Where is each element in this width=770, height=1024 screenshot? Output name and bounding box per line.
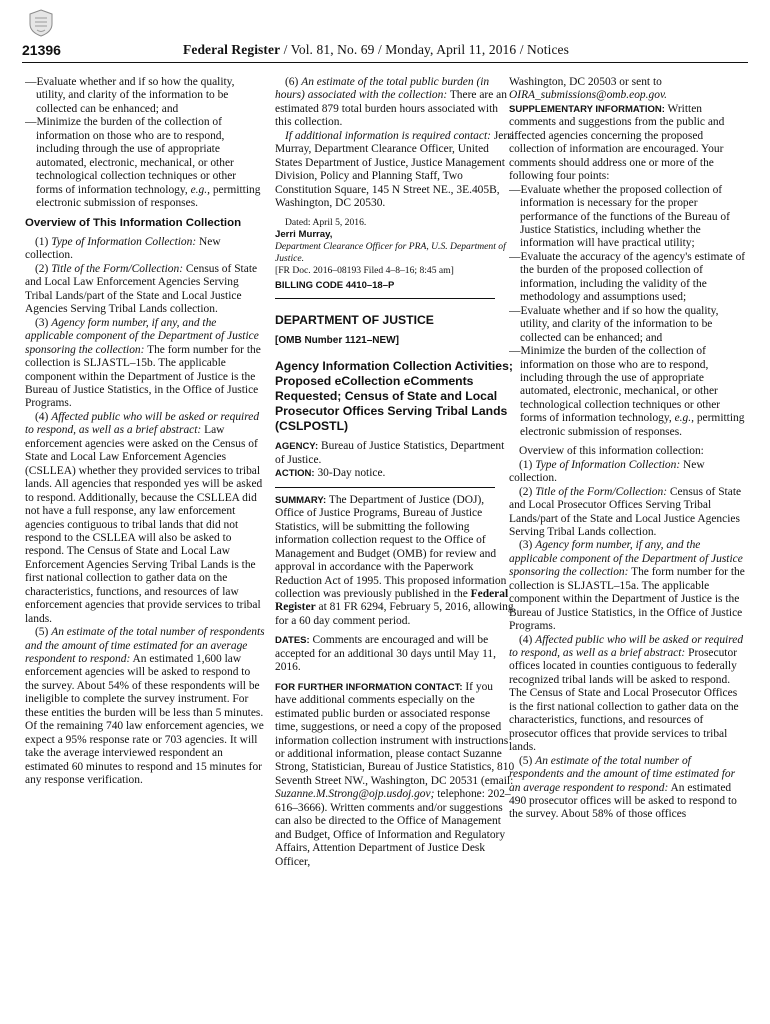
item-5: (5) An estimate of the total number of respondents and the amount of time estimated for an average respondent to respond: An estimated 1,600 law enforcement agencies will be asked to respond to the survey. About 54% of these respondents will be ineligible to complete the survey instrument. For these entities the burden will be less than 5 minutes. Of the remaining 740 law enforcement agencies, we expect a 95% response rate or 703 agencies. It will take the average interviewed respondent an estimated 60 minutes to respond and 15 minutes for any response verification.: [25, 626, 265, 787]
agency-line: AGENCY: Bureau of Justice Statistics, Department of Justice.: [275, 440, 505, 466]
bullet-minimize: —Minimize the burden of the collection of information on those who are to respond, including through the use of appropriate automated, electronic, mechanical, or other technological collection techniques or other forms of information technology, e.g., permitting electronic submission of responses.: [25, 116, 261, 210]
overview-line: Overview of this information collection:: [519, 445, 704, 458]
item-4: (4) Affected public who will be asked or required to respond, as well as a brief abstract: Prosecutor offices located in counties contiguous to federally recognized tribal lands will be asked to respond. The Census of State and Local Prosecutor Offices is the first national collection to gather data on the characteristics, functions, and resources of prosecutor offices that provide services to tribal lands.: [509, 633, 744, 754]
column-1: [25, 76, 265, 1016]
item-5: (5) An estimate of the total number of respondents and the amount of time estimated for an average respondent to respond: An estimated 490 prosecutor offices will be asked to respond to the survey. About 58% of those offices: [509, 754, 737, 821]
notice-title: Agency Information Collection Activities; Proposed eCollection eComments Requested; Census of State and Local Prosecutor Offices Serving Tribal Lands (CSLPOSTL): [275, 359, 513, 434]
omb-number: [OMB Number 1121–NEW]: [275, 334, 399, 346]
further-info-paragraph: FOR FURTHER INFORMATION CONTACT: If you have additional comments especially on the estimated public burden or associated response time, suggestions, or need a copy of the proposed information collection instrument with instructions or additional information, please contact Suzanne Strong, Statistician, Bureau of Justice Statistics, 810 Seventh Street NW., Washington, DC 20531 (email: Suzanne.M.Strong@ojp.usdoj.gov; telephone: 202–616–3666). Written comments and/or suggestions can also be directed to the Office of Management and Budget, Office of Information and Regulatory Affairs, Attention Department of Justice Desk Officer,: [275, 680, 515, 868]
publication-name: Federal Register: [183, 42, 281, 57]
signer-name: Jerri Murray,: [275, 228, 333, 240]
summary-paragraph: SUMMARY: The Department of Justice (DOJ), Office of Justice Programs, Bureau of Justice Statistics, will be submitting the following information collection request to the Office of Management and Budget (OMB) for review and approval in accordance with the Paperwork Reduction Act of 1995. This proposed information collection was previously published in the Federal Register at 81 FR 6294, February 5, 2016, allowing for a 60 day comment period.: [275, 493, 514, 627]
item-6: (6) An estimate of the total public burden (in hours) associated with the collection: There are an estimated 879 total burden hours associated with this collection.: [275, 76, 507, 129]
section-heading: Overview of This Information Collection: [25, 216, 242, 229]
item-3: (3) Agency form number, if any, and the applicable component of the Department of Justice sponsoring the collection: The form number for the collection is SLJASTL–15a. The applicable component within the Department of Justice is the Bureau of Justice Statistics, in the Office of Justice Programs.: [509, 539, 745, 633]
item-4: (4) Affected public who will be asked or required to respond, as well as a brief abstract: Law enforcement agencies were asked on the Census of State and Local Law Enforcement Agencies (CSLLEA) whether they provided services to tribal lands. All agencies that responded yes will be asked to respond. Additionally, because the CSLLEA did not have a full response, any law enforcement agencies contiguous to tribal lands that did not respond to the CSLLEA will also be asked to respond. The Census of State and Local Law Enforcement Agencies Serving Tribal Lands is the first national collection to gather data on the characteristics, functions, and resources of law enforcement agencies that provide services to tribal lands.: [25, 410, 263, 625]
bullet-enhance: —Evaluate whether and if so how the quality, utility, and clarity of the information to be collected can be enhanced; and: [25, 76, 235, 115]
bullet-enhance: —Evaluate whether and if so how the quality, utility, and clarity of the information to be collected can be enhanced; and: [509, 304, 719, 344]
item-1: (1) Type of Information Collection: New collection.: [25, 235, 221, 262]
bullet-minimize: —Minimize the burden of the collection of information on those who are to respond, including through the use of appropriate automated, electronic, mechanical, or other technological collection techniques or other forms of information technology, e.g., permitting electronic submission of responses.: [509, 345, 745, 438]
address-continuation: Washington, DC 20503 or sent to OIRA_submissions@omb.eop.gov.: [509, 76, 668, 102]
item-2: (2) Title of the Form/Collection: Census of State and Local Prosecutor Offices Serving Tribal Lands/part of the State and Local Justice Agencies Serving Tribal Lands collection.: [509, 485, 742, 538]
bullet-necessary: —Evaluate whether the proposed collection of information is necessary for the proper performance of the functions of the Bureau of Justice Statistics, including whether the information will have practical utility;: [509, 183, 730, 250]
item-3: (3) Agency form number, if any, and the applicable component of the Department of Justice sponsoring the collection: The form number for the collection is SLJASTL–15b. The applicable component within the Department of Justice is the Bureau of Justice Statistics, in the Office of Justice Programs.: [25, 316, 261, 410]
item-2: (2) Title of the Form/Collection: Census of State and Local Law Enforcement Agencies Serving Tribal Lands/part of the State and Local Justice Agencies Serving Tribal Lands collection.: [25, 262, 258, 316]
dated-line: Dated: April 5, 2016.: [285, 216, 367, 228]
page-number: 21396: [22, 42, 61, 58]
column-2: [275, 76, 515, 1016]
section-rule: [275, 298, 495, 299]
supplementary-paragraph: SUPPLEMENTARY INFORMATION: Written comments and suggestions from the public and affected agencies concerning the proposed collection of information are encouraged. Your comments should address one or more of the following four points:: [509, 102, 725, 183]
action-line: ACTION: 30-Day notice.: [275, 467, 386, 480]
billing-code: BILLING CODE 4410–18–P: [275, 279, 395, 291]
column-3: [509, 76, 747, 1016]
dates-paragraph: DATES: Comments are encouraged and will be accepted for an additional 30 days until May 11, 2016.: [275, 634, 496, 674]
fr-doc-line: [FR Doc. 2016–08193 Filed 4–8–16; 8:45 am]: [275, 264, 454, 276]
agency-heading: DEPARTMENT OF JUSTICE: [275, 312, 434, 327]
signer-title: Department Clearance Officer for PRA, U.S. Department of Justice.: [275, 240, 506, 264]
running-head: [183, 42, 569, 58]
contact-email-link[interactable]: Suzanne.M.Strong@ojp.usdoj.gov;: [275, 788, 435, 801]
bullet-accuracy: —Evaluate the accuracy of the agency's estimate of the burden of the proposed collection of information, including the validity of the methodology and assumptions used;: [509, 250, 746, 304]
gpo-authenticated-seal-icon: [22, 8, 60, 38]
contact-paragraph: If additional information is required contact: Jerri Murray, Department Clearance Officer, United States Department of Justice, Justice Management Division, Policy and Planning Staff, Two Constitution Square, 145 N Street NE., 3E.405B, Washington, DC 20530.: [275, 129, 515, 210]
oira-email-link[interactable]: OIRA_submissions@omb.eop.gov.: [509, 89, 668, 102]
item-1: (1) Type of Information Collection: New collection.: [509, 458, 705, 485]
issue-info: / Vol. 81, No. 69 / Monday, April 11, 2016 / Notices: [280, 42, 569, 57]
summary-rule: [275, 487, 495, 488]
header-rule: [22, 62, 748, 63]
